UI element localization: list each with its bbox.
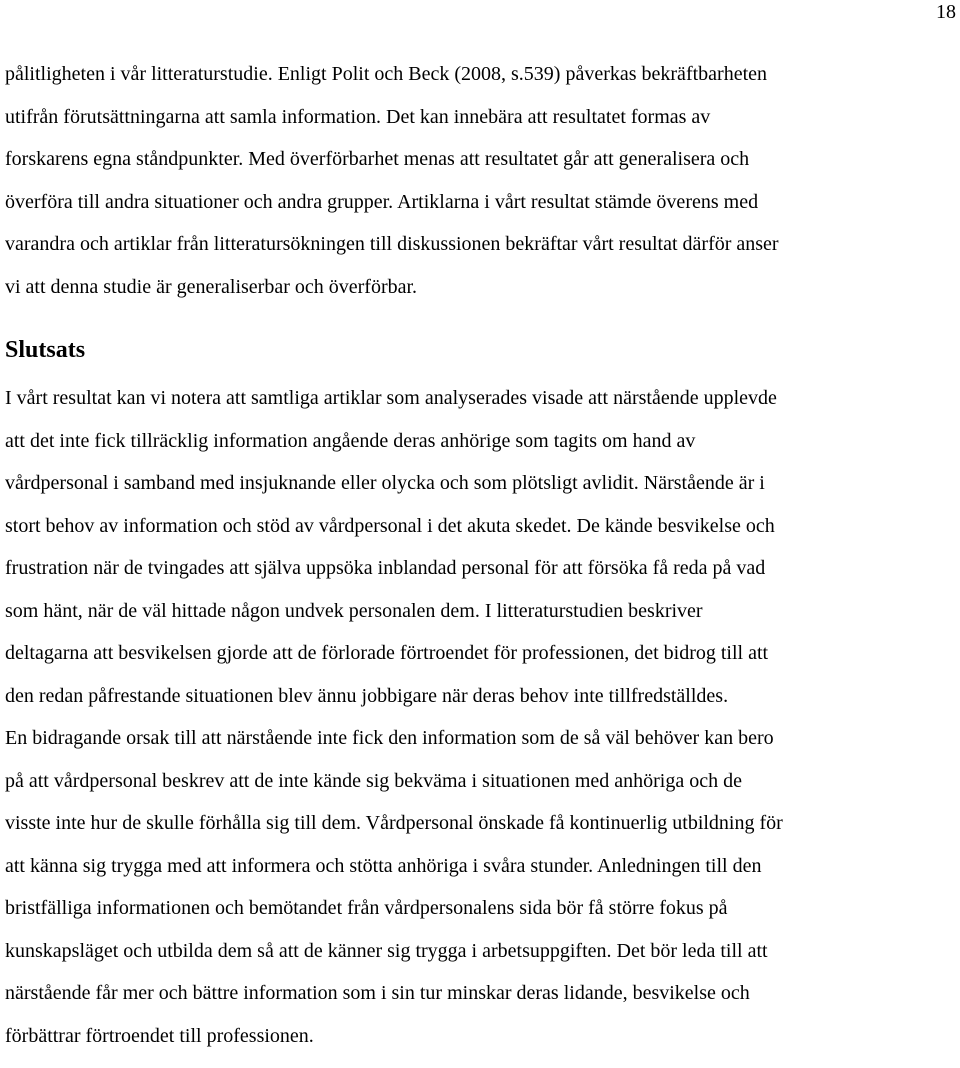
text-line: En bidragande orsak till att närstående inte fick den information som de så väl behöver kan bero (5, 727, 774, 749)
text-line: bristfälliga informationen och bemötandet från vårdpersonalens sida bör få större fokus på (5, 897, 728, 919)
text-line: forskarens egna ståndpunkter. Med överförbarhet menas att resultatet går att generalisera och (5, 148, 750, 170)
text-line: pålitligheten i vår litteraturstudie. Enligt Polit och Beck (2008, s.539) påverkas bekräftbarheten (5, 63, 768, 85)
text-line: stort behov av information och stöd av vårdpersonal i det akuta skedet. De kände besvikelse och (5, 514, 775, 537)
paragraph-trustworthiness (5, 53, 957, 308)
text-line: kunskapsläget och utbilda dem så att de känner sig trygga i arbetsuppgiften. Det bör leda till att (5, 939, 768, 962)
document-body (5, 53, 957, 1057)
text-line: frustration när de tvingades att själva uppsöka inblandad personal för att försöka få reda på vad (5, 557, 766, 579)
text-line: varandra och artiklar från litteratursökningen till diskussionen bekräftar vårt resultat därför anser (5, 233, 779, 255)
paragraph-conclusion (5, 377, 957, 1057)
text-line: visste inte hur de skulle förhålla sig till dem. Vårdpersonal önskade få kontinuerlig utbildning för (5, 812, 783, 834)
text-line: vårdpersonal i samband med insjuknande eller olycka och som plötsligt avlidit. Närstående är i (5, 472, 765, 494)
text-line: att det inte fick tillräcklig information angående deras anhörige som tagits om hand av (5, 429, 696, 452)
text-line: förbättrar förtroendet till professionen. (5, 1024, 314, 1047)
text-line: överföra till andra situationer och andra grupper. Artiklarna i vårt resultat stämde överens med (5, 190, 759, 213)
text-line: som hänt, när de väl hittade någon undvek personalen dem. I litteraturstudien beskriver (5, 599, 703, 622)
text-line: deltagarna att besvikelsen gjorde att de förlorade förtroendet för professionen, det bidrog till att (5, 642, 769, 664)
text-line: att känna sig trygga med att informera och stötta anhöriga i svåra stunder. Anledningen till den (5, 854, 762, 877)
text-line: vi att denna studie är generaliserbar och överförbar. (5, 275, 418, 298)
text-line: på att vårdpersonal beskrev att de inte kände sig bekväma i situationen med anhöriga och de (5, 769, 742, 792)
text-line: I vårt resultat kan vi notera att samtliga artiklar som analyserades visade att närstående upplevde (5, 387, 777, 409)
page-number: 18 (936, 1, 956, 23)
text-line: utifrån förutsättningarna att samla information. Det kan innebära att resultatet formas av (5, 105, 711, 128)
section-heading: Slutsats (5, 337, 86, 363)
text-line: den redan påfrestande situationen blev ännu jobbigare när deras behov inte tillfredställdes. (5, 684, 729, 707)
text-line: närstående får mer och bättre information som i sin tur minskar deras lidande, besvikelse och (5, 982, 750, 1004)
